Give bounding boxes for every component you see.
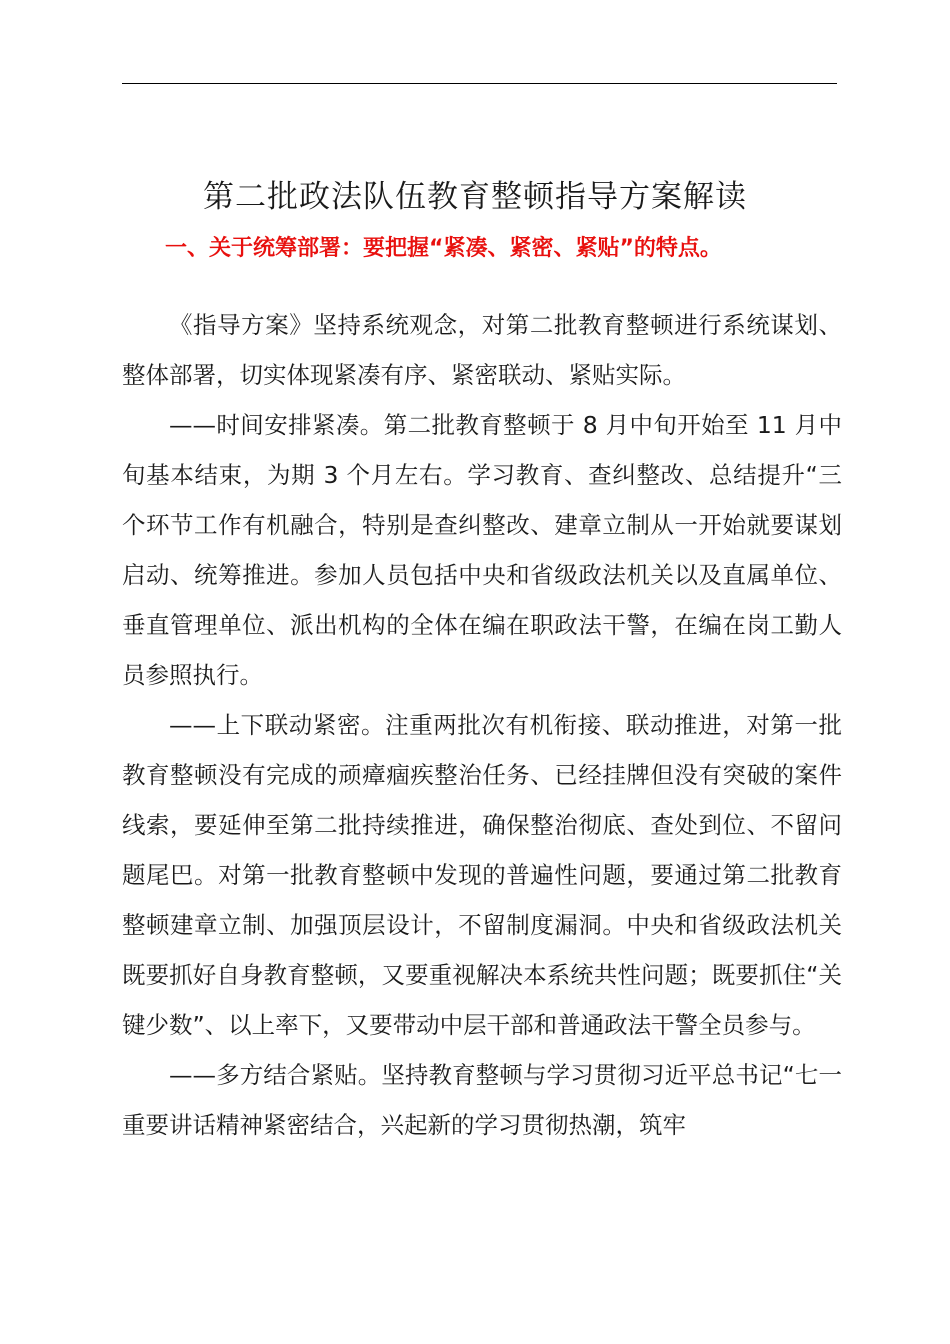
paragraph: ——多方结合紧贴。坚持教育整顿与学习贯彻习近平总书记“七一重要讲话精神紧密结合，兴起新的学习贯彻热潮，筑牢 [122,1061,842,1139]
body-text [122,300,842,1150]
paragraph: ——时间安排紧凑。第二批教育整顿于 8 月中旬开始至 11 月中旬基本结束，为期 3 个月左右。学习教育、查纠整改、总结提升“三个环节工作有机融合，特别是查纠整改、建章立制从一开始就要谋划启动、统筹推进。参加人员包括中央和省级政法机关以及直属单位、垂直管理单位、派出机构的全体在编在职政法干警，在编在岗工勤人员参照执行。 [122,411,842,689]
paragraph: ——上下联动紧密。注重两批次有机衔接、联动推进，对第一批教育整顿没有完成的顽瘴痼疾整治任务、已经挂牌但没有突破的案件线索，要延伸至第二批持续推进，确保整治彻底、查处到位、不留问题尾巴。对第一批教育整顿中发现的普遍性问题，要通过第二批教育整顿建章立制、加强顶层设计，不留制度漏洞。中央和省级政法机关既要抓好自身教育整顿，又要重视解决本系统共性问题；既要抓住“关键少数”、以上率下，又要带动中层干部和普通政法干警全员参与。 [122,711,842,1039]
section-heading: 一、关于统筹部署：要把握“紧凑、紧密、紧贴”的特点。 [165,236,722,261]
paragraph: 《指导方案》坚持系统观念，对第二批教育整顿进行系统谋划、整体部署，切实体现紧凑有序、紧密联动、紧贴实际。 [122,311,842,389]
document-title: 第二批政法队伍教育整顿指导方案解读 [203,178,747,215]
header-rule [122,83,837,84]
